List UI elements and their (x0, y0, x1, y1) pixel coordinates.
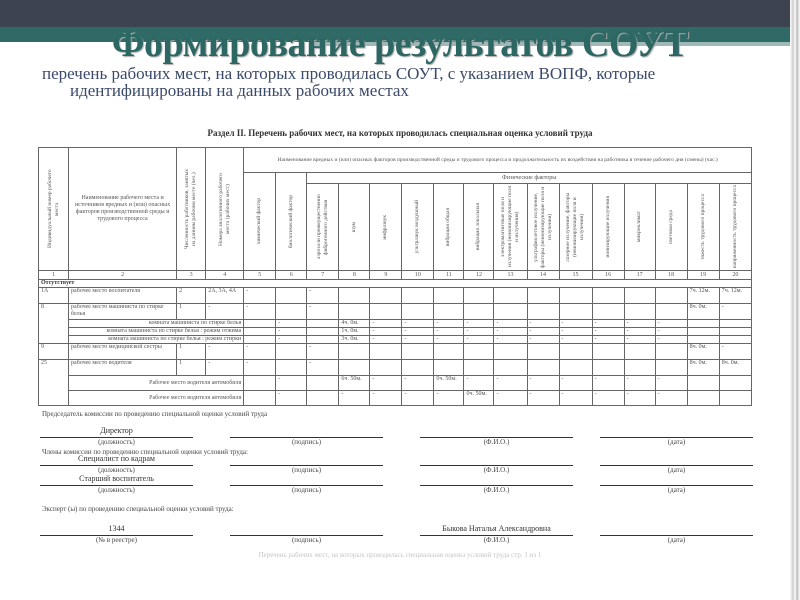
factor-value-10: - (402, 328, 434, 336)
table-row (39, 304, 752, 320)
factor-value-11 (434, 344, 464, 360)
registry-caption: (№ в реестре) (96, 536, 137, 544)
factor-value-11: - (434, 336, 464, 344)
position-caption: (должность) (98, 438, 135, 446)
header-text: тяжесть трудового процесса (699, 194, 706, 260)
factor-value-9: - (370, 376, 402, 391)
factor-value-15 (559, 304, 592, 320)
factor-value-18: - (655, 328, 687, 336)
factor-value-19: 7ч. 12м. (687, 288, 719, 304)
factor-value-7: - (307, 344, 339, 360)
factor-value-11: - (434, 328, 464, 336)
factor-value-8 (339, 288, 370, 304)
factor-value-10 (402, 288, 434, 304)
factor-value-5 (244, 328, 276, 336)
header-factors-group: Наименование вредных и (или) опасных факторов производственной среды и трудового процесса и продолжительность их воздействия на работника в течение рабочего дня (смены) (час.) (244, 148, 752, 173)
factor-value-12: 0ч. 50м. (464, 391, 494, 406)
header-text: световая среда (667, 209, 674, 245)
header-factor-11 (434, 184, 464, 271)
factor-value-20: 8ч. 0м. (719, 360, 751, 376)
table-row (39, 344, 752, 360)
factor-value-15 (559, 360, 592, 376)
analog-numbers: - (206, 344, 244, 360)
header-text: шум (350, 221, 357, 233)
factor-value-14 (527, 344, 559, 360)
factor-value-15: - (559, 320, 592, 328)
factor-value-19: 8ч. 0м. (687, 360, 719, 376)
factor-value-16: - (592, 391, 624, 406)
header-analog-numbers (206, 148, 244, 271)
expert-registry: 1344 (108, 524, 125, 533)
factor-value-13: - (494, 320, 527, 328)
factor-value-20: - (719, 304, 751, 320)
table-subrow (39, 328, 752, 336)
factor-value-12: - (464, 376, 494, 391)
factor-value-6 (276, 360, 307, 376)
factor-value-9 (370, 288, 402, 304)
header-text: инфразвук (382, 214, 389, 240)
factor-value-10: - (402, 391, 434, 406)
factor-value-12: - (464, 336, 494, 344)
factor-value-7: - (307, 288, 339, 304)
factor-value-13: - (494, 328, 527, 336)
factor-value-13 (494, 304, 527, 320)
factor-value-12 (464, 360, 494, 376)
factor-value-18: - (655, 320, 687, 328)
header-factor-7 (307, 184, 339, 271)
worker-count: 1 (177, 304, 206, 320)
factor-value-12: - (464, 328, 494, 336)
date-caption: (дата) (667, 466, 686, 474)
factor-value-12 (464, 344, 494, 360)
factor-value-15: - (559, 336, 592, 344)
factor-value-20 (719, 320, 751, 328)
header-text: ультрафиолетовое излучение, факторы (неионизирующие поля и излучения) (532, 186, 553, 268)
workplace-number: 9 (39, 344, 69, 360)
member1-position: Специалист по кадрам (78, 454, 155, 463)
column-number: 19 (687, 271, 719, 280)
factor-value-9: - (370, 328, 402, 336)
column-number: 6 (276, 271, 307, 280)
factor-value-16: - (592, 336, 624, 344)
slide-edge-decoration (790, 0, 800, 600)
column-number: 14 (527, 271, 559, 280)
factor-value-9 (370, 304, 402, 320)
factor-value-17 (624, 288, 655, 304)
factor-value-7: - (307, 304, 339, 320)
factor-value-18: - (655, 391, 687, 406)
factor-value-18: - (655, 336, 687, 344)
factor-value-11 (434, 304, 464, 320)
factor-value-16 (592, 304, 624, 320)
factor-value-11: - (434, 320, 464, 328)
factor-value-20 (719, 376, 751, 391)
factor-value-5: - (244, 304, 276, 320)
workplace-name: рабочее место водителя (69, 360, 177, 376)
factor-value-14: - (527, 336, 559, 344)
factor-value-8: 3ч. 0м. (339, 336, 370, 344)
header-text: Номера аналогичного рабочего места (рабочих мест) (217, 172, 231, 246)
header-workplace-number (39, 148, 69, 271)
header-text: ультразвук воздушный (414, 200, 421, 254)
factor-value-6: - (276, 320, 307, 328)
factor-value-19 (687, 320, 719, 328)
name-caption: (Ф.И.О.) (483, 536, 510, 544)
header-text: вибрация общая (445, 207, 452, 247)
header-workplace-name: Наименование рабочего места и источников вредных и (или) опасных факторов производственной среды и трудового процесса (69, 148, 177, 271)
factor-value-20: 7ч. 12м. (719, 288, 751, 304)
worker-count: 1 (177, 360, 206, 376)
header-text: Численность работников, занятых на данном рабочем месте (чел.) (184, 168, 198, 250)
factor-value-13 (494, 344, 527, 360)
date-caption: (дата) (667, 536, 686, 544)
signature-caption: (подпись) (291, 466, 322, 474)
factor-value-16 (592, 360, 624, 376)
column-number: 20 (719, 271, 751, 280)
factor-value-14 (527, 304, 559, 320)
factor-value-14: - (527, 320, 559, 328)
worker-count: 2 (177, 288, 206, 304)
source-name: комната машиниста по стирке белья : режим стирки (69, 336, 244, 344)
header-text: электромагнитные поля и излучения (неионизирующие поля и излучения) (499, 186, 520, 268)
factor-value-7 (307, 391, 339, 406)
factor-value-19: 8ч. 0м. (687, 304, 719, 320)
factor-value-18 (655, 288, 687, 304)
factor-value-15: - (559, 391, 592, 406)
factor-value-14: - (527, 376, 559, 391)
factor-value-14: - (527, 391, 559, 406)
subtitle-line-2: идентифицированы на данных рабочих местах (70, 81, 409, 100)
factor-value-17 (624, 304, 655, 320)
worker-count: 1 (177, 344, 206, 360)
factor-value-6: - (276, 336, 307, 344)
workplace-name: рабочее место машиниста по стирке белья (69, 304, 177, 320)
analog-numbers: - (206, 360, 244, 376)
factor-value-16: - (592, 320, 624, 328)
factor-value-7 (307, 376, 339, 391)
subtitle-line-1: перечень рабочих мест, на которых проводилась СОУТ, с указанием ВОПФ, которые (42, 64, 656, 83)
date-caption: (дата) (667, 438, 686, 446)
column-number: 16 (592, 271, 624, 280)
date-caption: (дата) (667, 486, 686, 494)
header-factor-15 (559, 184, 592, 271)
factor-value-5 (244, 320, 276, 328)
factor-value-10: - (402, 376, 434, 391)
column-number: 1 (39, 271, 69, 280)
name-caption: (Ф.И.О.) (483, 466, 510, 474)
factor-value-19 (687, 336, 719, 344)
source-name: комната машиниста по стирке белья : режим отжима (69, 328, 244, 336)
factor-value-17: - (624, 328, 655, 336)
factor-value-8 (339, 344, 370, 360)
factor-value-8 (339, 304, 370, 320)
column-number: 12 (464, 271, 494, 280)
column-number: 18 (655, 271, 687, 280)
factor-value-19 (687, 376, 719, 391)
workplace-number: 8 (39, 304, 69, 344)
expert-label: Эксперт (ы) по проведению специальной оценки условий труда: (42, 505, 234, 513)
factor-value-10: - (402, 336, 434, 344)
header-text: вибрация локальная (475, 203, 482, 251)
header-factor-8 (339, 184, 370, 271)
workplace-name: рабочее место воспитателя (69, 288, 177, 304)
absent-row (39, 280, 752, 288)
header-text: лазерное излучение, факторы (неионизирующие поля и излучения) (565, 192, 586, 262)
header-text: аэрозоли преимущественно фиброгенного действия (315, 194, 329, 260)
factor-value-7 (307, 320, 339, 328)
factor-value-18: - (655, 376, 687, 391)
factor-value-6 (276, 288, 307, 304)
column-number: 15 (559, 271, 592, 280)
column-number: 13 (494, 271, 527, 280)
position-caption: (должность) (98, 466, 135, 474)
factor-value-19 (687, 391, 719, 406)
header-factor-17 (624, 184, 655, 271)
column-number: 11 (434, 271, 464, 280)
factor-value-13: - (494, 391, 527, 406)
factor-value-16 (592, 344, 624, 360)
signature-caption: (подпись) (291, 536, 322, 544)
factor-value-14 (527, 288, 559, 304)
header-factor-10 (402, 184, 434, 271)
member2-position: Старший воспитатель (79, 474, 154, 483)
column-number: 10 (402, 271, 434, 280)
factor-value-15: - (559, 328, 592, 336)
factor-value-9: - (370, 320, 402, 328)
workplace-name: рабочее место медицинской сестры (69, 344, 177, 360)
workplace-number: 1А (39, 288, 69, 304)
factor-value-6: - (276, 328, 307, 336)
factor-value-7 (307, 336, 339, 344)
analog-numbers: 2А, 3А, 4А (206, 288, 244, 304)
factor-value-11 (434, 360, 464, 376)
factor-value-17: - (624, 336, 655, 344)
factor-value-20 (719, 328, 751, 336)
factor-value-16: - (592, 376, 624, 391)
factor-value-5 (244, 391, 276, 406)
chair-position: Директор (100, 426, 133, 435)
absent-label: Отсутствует (39, 280, 752, 288)
factor-value-13: - (494, 336, 527, 344)
slide-title: Формирование результатов СОУТ (111, 23, 689, 65)
factor-value-12 (464, 304, 494, 320)
factor-value-17 (624, 360, 655, 376)
column-number: 17 (624, 271, 655, 280)
factor-value-8: 4ч. 0м. (339, 320, 370, 328)
source-name: Рабочее место водителя автомобиля (69, 376, 244, 391)
table-row (39, 288, 752, 304)
header-factor-12 (464, 184, 494, 271)
header-worker-count (177, 148, 206, 271)
header-text: биологический фактор (287, 194, 294, 249)
workplace-number: 25 (39, 360, 69, 406)
factor-value-15: - (559, 376, 592, 391)
factor-value-5 (244, 336, 276, 344)
factor-value-9: - (370, 391, 402, 406)
factor-value-6: - (276, 376, 307, 391)
column-number: 8 (339, 271, 370, 280)
factor-value-11: - (434, 391, 464, 406)
factor-value-20: - (719, 344, 751, 360)
factor-value-5: - (244, 344, 276, 360)
factor-value-18 (655, 360, 687, 376)
column-number: 7 (307, 271, 339, 280)
factor-value-15 (559, 288, 592, 304)
table-subrow (39, 336, 752, 344)
factor-value-8: 1ч. 0м. (339, 328, 370, 336)
members-label: Члены комиссии по проведению специальной оценки условий труда: (42, 448, 248, 456)
factor-value-9: - (370, 336, 402, 344)
source-name: Рабочее место водителя автомобиля (69, 391, 244, 406)
header-physical-factors: Физические факторы (307, 173, 752, 184)
table-subrow (39, 320, 752, 328)
factor-value-6 (276, 304, 307, 320)
slide-subtitle (42, 65, 754, 99)
factor-value-13: - (494, 376, 527, 391)
factor-value-17: - (624, 391, 655, 406)
factor-value-20 (719, 391, 751, 406)
factor-value-7 (307, 328, 339, 336)
header-text: ионизирующие излучения (604, 196, 611, 258)
header-factor-13 (494, 184, 527, 271)
document-footer: Перечень рабочих мест, на которых проводилась специальная оценка условий труда стр. 1 из 1 (258, 551, 542, 559)
position-caption: (должность) (98, 486, 135, 494)
header-text: химический фактор (256, 198, 263, 245)
table-row (39, 360, 752, 376)
column-number: 9 (370, 271, 402, 280)
factor-value-8: 6ч. 50м. (339, 376, 370, 391)
factor-value-6: - (276, 391, 307, 406)
column-number: 2 (69, 271, 177, 280)
source-name: комната машиниста по стирке белья (69, 320, 244, 328)
factor-value-14: - (527, 328, 559, 336)
document-section-title: Раздел II. Перечень рабочих мест, на которых проводилась специальная оценка условий труда (207, 128, 593, 138)
factor-value-17: - (624, 376, 655, 391)
factor-value-10: - (402, 320, 434, 328)
factor-value-16: - (592, 328, 624, 336)
factor-value-9 (370, 360, 402, 376)
factor-value-6 (276, 344, 307, 360)
name-caption: (Ф.И.О.) (483, 486, 510, 494)
analog-numbers: - (206, 304, 244, 320)
factor-value-7: - (307, 360, 339, 376)
factor-value-8: - (339, 391, 370, 406)
factor-value-8 (339, 360, 370, 376)
factor-value-19: 8ч. 0м. (687, 344, 719, 360)
header-factor-6 (276, 173, 307, 271)
factor-value-10 (402, 304, 434, 320)
column-number: 5 (244, 271, 276, 280)
factor-value-18 (655, 344, 687, 360)
table-subrow (39, 391, 752, 406)
factor-value-15 (559, 344, 592, 360)
factor-value-16 (592, 288, 624, 304)
header-factor-9 (370, 184, 402, 271)
factor-value-19 (687, 328, 719, 336)
factor-value-5 (244, 376, 276, 391)
factor-value-17: - (624, 320, 655, 328)
header-factor-20 (719, 184, 751, 271)
table-subrow (39, 376, 752, 391)
factor-value-11 (434, 288, 464, 304)
workplaces-table (38, 147, 752, 406)
factor-value-12: - (464, 320, 494, 328)
expert-name: Быкова Наталья Александровна (442, 524, 551, 533)
factor-value-20 (719, 336, 751, 344)
factor-value-18 (655, 304, 687, 320)
factor-value-17 (624, 344, 655, 360)
chair-label: Председатель комиссии по проведению специальной оценки условий труда (42, 410, 268, 418)
header-factor-5 (244, 173, 276, 271)
factor-value-13 (494, 288, 527, 304)
column-number: 4 (206, 271, 244, 280)
header-text: Индивидуальный номер рабочего места (46, 169, 60, 249)
header-factor-14 (527, 184, 559, 271)
header-factor-19 (687, 184, 719, 271)
header-text: напряженность трудового процесса (731, 185, 738, 269)
signature-caption: (подпись) (291, 486, 322, 494)
column-number: 3 (177, 271, 206, 280)
factor-value-13 (494, 360, 527, 376)
factor-value-9 (370, 344, 402, 360)
factor-value-10 (402, 360, 434, 376)
factor-value-12 (464, 288, 494, 304)
factor-value-11: 0ч. 50м. (434, 376, 464, 391)
factor-value-10 (402, 344, 434, 360)
factor-value-5: - (244, 360, 276, 376)
header-text: микроклимат (636, 211, 643, 243)
signature-caption: (подпись) (291, 438, 322, 446)
factor-value-5: - (244, 288, 276, 304)
factor-value-14 (527, 360, 559, 376)
header-factor-18 (655, 184, 687, 271)
name-caption: (Ф.И.О.) (483, 438, 510, 446)
header-factor-16 (592, 184, 624, 271)
